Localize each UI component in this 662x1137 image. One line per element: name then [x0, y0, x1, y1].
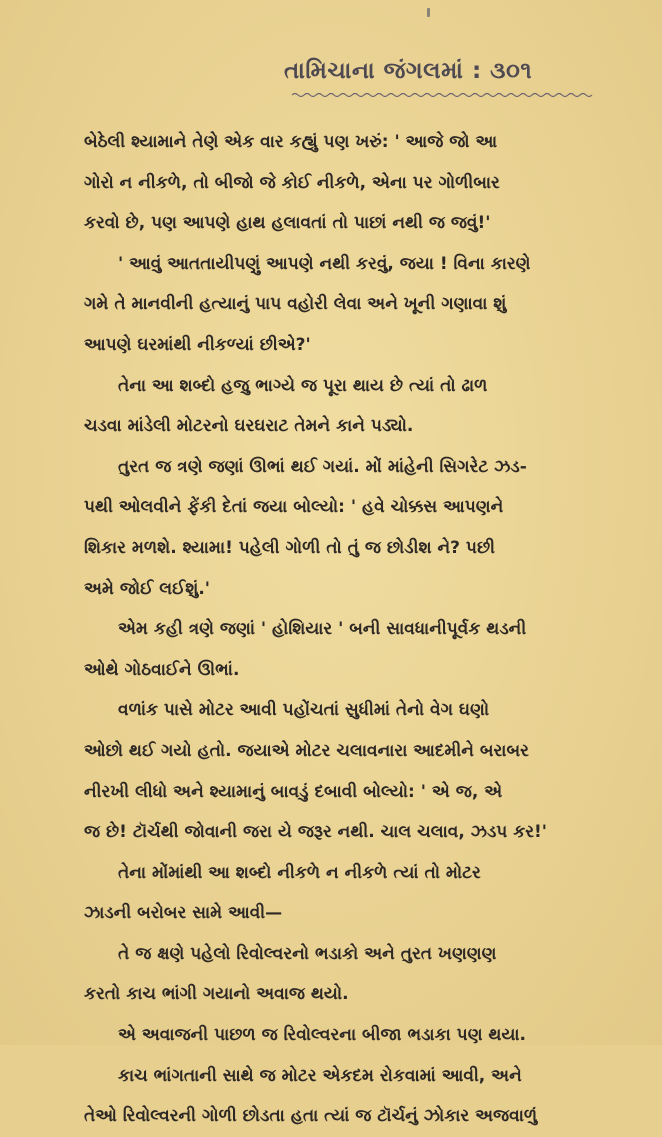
- decorative-wavy-rule: [292, 92, 592, 98]
- text-line: તે જ ક્ષણે પહેલો રિવોલ્વરનો ભડાકો અને તુરત ખણણણ: [118, 943, 497, 964]
- text-line: એ અવાજની પાછળ જ રિવોલ્વરના બીજા ભડાકા પણ થયા.: [118, 1025, 527, 1046]
- text-line: શિકાર મળશે. શ્યામા! પહેલી ગોળી તો તું જ છોડીશ ને? પછી: [84, 537, 495, 558]
- text-line: પથી ઓલવીને ફેંકી દેતાં જયા બોલ્યો: ' હવે ચોક્કસ આપણને: [84, 497, 504, 518]
- text-line: ' આવું આતતાયીપણું આપણે નથી કરવું, જયા ! વિના કારણે: [118, 253, 531, 274]
- text-line: વળાંક પાસે મોટર આવી પહોંચતાં સુધીમાં તેનો વેગ ઘણો: [118, 700, 490, 721]
- text-line: ઓછો થઈ ગયો હતો. જયાએ મોટર ચલાવનારા આદમીને બરાબર: [84, 740, 529, 761]
- text-line: બેઠેલી શ્યામાને તેણે એક વાર કહ્યું પણ ખરું: ' આજે જો આ: [84, 132, 498, 152]
- body-text: [84, 122, 604, 1137]
- text-line: એમ કહી ત્રણે જણાં ' હોશિયાર ' બની સાવધાનીપૂર્વક થડની: [118, 619, 527, 640]
- text-line: કરતો કાચ ભાંગી ગયાનો અવાજ થયો.: [84, 984, 349, 1005]
- text-line: તેના મોંમાંથી આ શબ્દો નીકળે ન નીકળે ત્યાં તો મોટર: [118, 862, 481, 883]
- paper-speck: [427, 8, 430, 17]
- text-line: ઓથે ગોઠવાઈને ઊભાં.: [84, 659, 240, 680]
- text-line: ચડવા માંડેલી મોટરનો ઘરઘરાટ તેમને કાને પડ્યો.: [84, 416, 414, 437]
- text-line: ઝાડની બરોબર સામે આવી—: [84, 903, 283, 924]
- text-line: ગોરો ન નીકળે, તો બીજો જે કોઈ નીકળે, એના પર ગોળીબાર: [84, 172, 500, 193]
- text-line: આપણે ઘરમાંથી નીકળ્યાં છીએ?': [84, 334, 311, 355]
- text-line: ગમે તે માનવીની હત્યાનું પાપ વહોરી લેવા અને ખૂની ગણાવા શું: [84, 294, 507, 315]
- text-line: તુરત જ ત્રણે જણાં ઊભાં થઈ ગયાં. મોં માંહેની સિગરેટ ઝડ-: [118, 456, 527, 477]
- text-line: કાચ ભાંગતાની સાથે જ મોટર એકદમ રોકવામાં આવી, અને: [118, 1065, 522, 1086]
- running-header: [284, 58, 604, 108]
- chapter-title-and-page-number: તામિચાના જંગલમાં : ૩૦૧: [284, 58, 533, 84]
- text-line: તેના આ શબ્દો હજુ ભાગ્યે જ પૂરા થાય છે ત્યાં તો ઢાળ: [118, 375, 488, 396]
- text-line: કરવો છે, પણ આપણે હાથ હલાવતાં તો પાછાં નથી જ જવું!': [84, 213, 491, 234]
- text-line: જ છે! ટૉર્ચથી જોવાની જરા યે જરૂર નથી. ચાલ ચલાવ, ઝડપ કર!': [84, 822, 547, 843]
- text-line: નીરખી લીધો અને શ્યામાનું બાવડું દબાવી બોલ્યો: ' એ જ, એ: [84, 781, 503, 802]
- text-line: અમે જોઈ લઈશું.': [84, 578, 210, 599]
- text-line: તેઓ રિવોલ્વરની ગોળી છોડતા હતા ત્યાં જ ટૉર્ચનું ઝોકાર અજવાળું: [84, 1106, 538, 1127]
